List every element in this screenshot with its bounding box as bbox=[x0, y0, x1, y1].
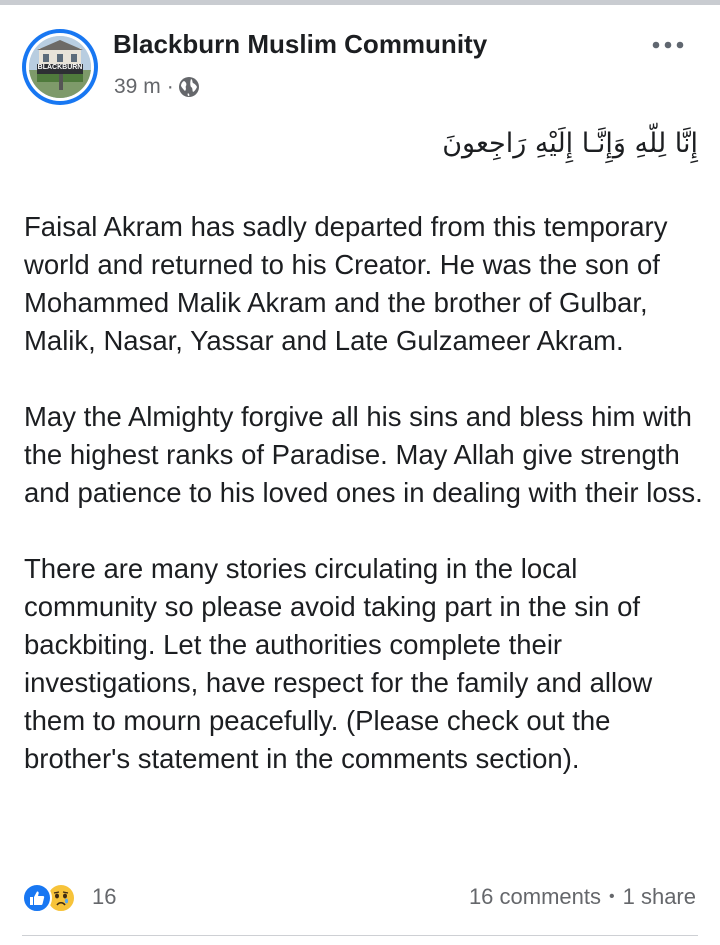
post-header bbox=[0, 5, 720, 115]
reaction-count[interactable]: 16 bbox=[92, 884, 117, 909]
comments-count[interactable]: 16 comments bbox=[468, 884, 601, 909]
arabic-verse: إِنَّا لِلّهِ وَإِنَّـا إِلَيْهِ رَاجِعونَ bbox=[442, 128, 698, 159]
shares-count[interactable]: 1 share bbox=[622, 884, 696, 909]
post-paragraph: Faisal Akram has sadly departed from this temporary world and returned to his Creator. He was the son of Mohammed Malik Akram and the brother of Gulbar, Malik, Nasar, Yassar and Late Gulzameer Akram. bbox=[24, 211, 668, 356]
reactions-bar bbox=[0, 872, 720, 924]
avatar-sign-text: BLACKBURN bbox=[37, 64, 83, 71]
avatar-image bbox=[29, 36, 91, 98]
post-meta bbox=[114, 72, 200, 102]
like-icon bbox=[22, 883, 52, 913]
more-options-icon bbox=[652, 41, 684, 49]
engagement-separator: • bbox=[609, 888, 615, 905]
engagement-summary bbox=[469, 884, 696, 910]
post-paragraph: There are many stories circulating in the local community so please avoid taking part in the sin of backbiting. Let the authorities complete their investigations, have respect for the family and allow them to mourn peacefully. (Please check out the brother's statement in the comments section). bbox=[24, 553, 653, 774]
post-paragraph: May the Almighty forgive all his sins and bless him with the highest ranks of Paradise. May Allah give strength and patience to his loved ones in dealing with their loss. bbox=[24, 401, 703, 508]
reaction-summary[interactable] bbox=[22, 883, 88, 913]
globe-icon bbox=[178, 76, 200, 98]
divider bbox=[22, 935, 698, 936]
more-options-button[interactable] bbox=[648, 33, 688, 57]
page-avatar[interactable] bbox=[22, 29, 98, 105]
page-name[interactable]: Blackburn Muslim Community bbox=[113, 29, 488, 59]
post-timestamp[interactable]: 39 m bbox=[114, 75, 161, 98]
post-body bbox=[24, 208, 704, 816]
meta-separator: · bbox=[166, 75, 174, 98]
